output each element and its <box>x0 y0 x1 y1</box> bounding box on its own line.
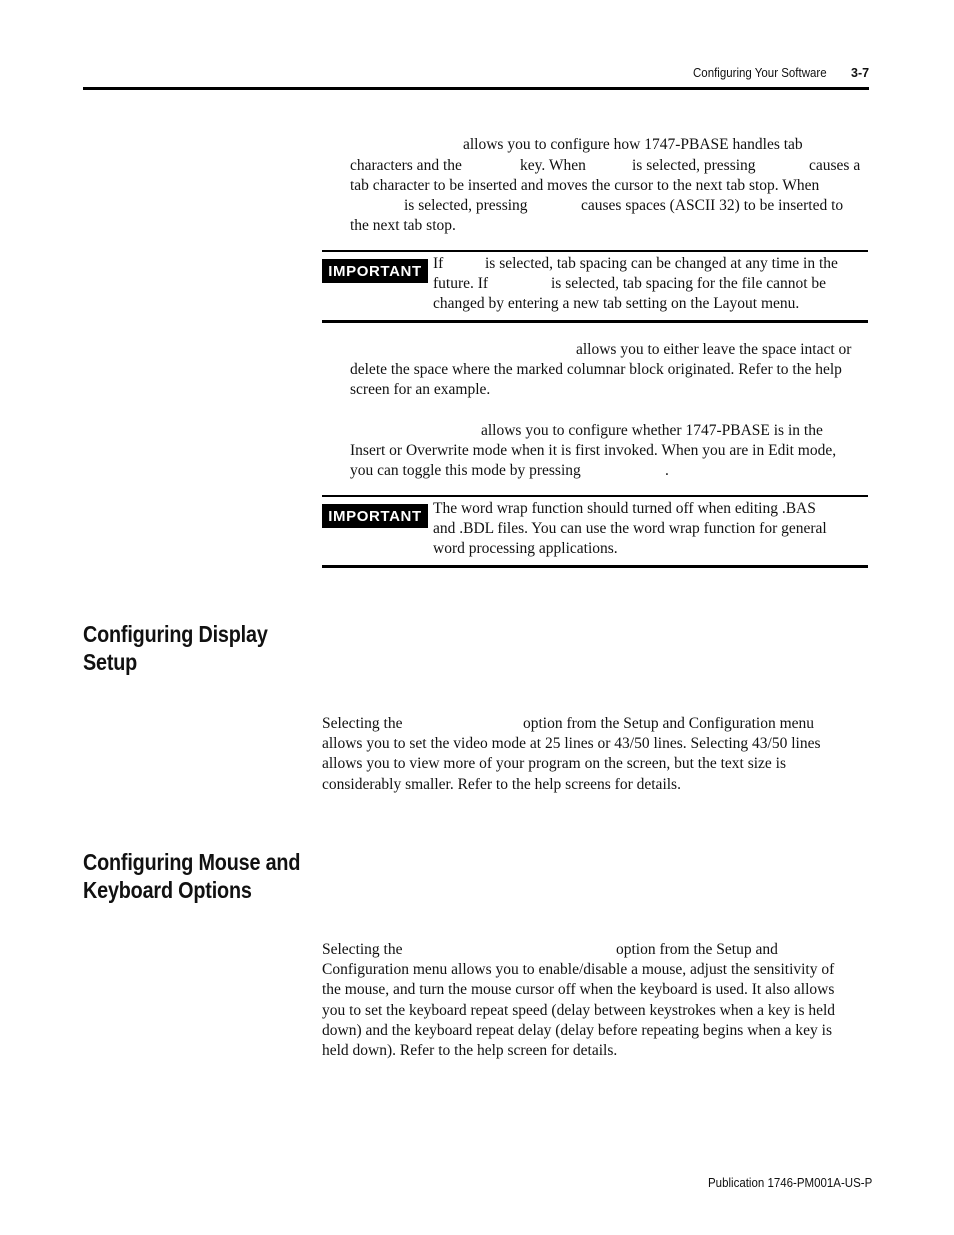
paragraph-line: the mouse, and turn the mouse cursor off when the keyboard is used. It also allows <box>322 981 835 998</box>
note-line: changed by entering a new tab setting on the Layout menu. <box>433 295 800 312</box>
important-bottom-rule <box>322 320 868 323</box>
paragraph-line: is selected, pressing <box>632 157 756 174</box>
paragraph-line: tab character to be inserted and moves the cursor to the next tab stop. When <box>350 177 820 194</box>
running-header-title: Configuring Your Software <box>693 66 827 80</box>
important-tag: IMPORTANT <box>322 504 428 528</box>
page-number: 3-7 <box>851 66 870 80</box>
important-bottom-rule <box>322 565 868 568</box>
header-rule <box>83 87 869 90</box>
paragraph-line: held down). Refer to the help screen for details. <box>322 1042 618 1059</box>
publication-footer: Publication 1746-PM001A-US-P <box>708 1176 873 1190</box>
paragraph-line: is selected, pressing <box>404 197 528 214</box>
paragraph-line: option from the Setup and Configuration menu <box>523 715 815 732</box>
paragraph-line: allows you to either leave the space intact or <box>576 341 852 358</box>
paragraph-line: Configuration menu allows you to enable/disable a mouse, adjust the sensitivity of <box>322 961 835 978</box>
note-line: is selected, tab spacing for the file cannot be <box>551 275 827 292</box>
paragraph-line: you can toggle this mode by pressing <box>350 462 581 479</box>
paragraph-line: causes spaces (ASCII 32) to be inserted to <box>581 197 844 214</box>
paragraph-line: causes a <box>809 157 861 174</box>
note-line: word processing applications. <box>433 540 618 557</box>
paragraph-line: screen for an example. <box>350 381 491 398</box>
paragraph-line: Selecting the <box>322 941 403 958</box>
paragraph-line: you to set the keyboard repeat speed (delay between keystrokes when a key is held <box>322 1002 836 1019</box>
note-line: and .BDL files. You can use the word wrap function for general <box>433 520 827 537</box>
section-heading-display: Configuring Display <box>83 621 268 647</box>
paragraph-line: . <box>665 462 669 479</box>
paragraph-line: allows you to set the video mode at 25 lines or 43/50 lines. Selecting 43/50 lines <box>322 735 821 752</box>
paragraph-line: Selecting the <box>322 715 403 732</box>
paragraph-line: allows you to view more of your program on the screen, but the text size is <box>322 755 787 772</box>
section-heading-display: Setup <box>83 649 138 675</box>
important-top-rule <box>322 495 868 497</box>
paragraph-line: allows you to configure whether 1747-PBASE is in the <box>481 422 823 439</box>
paragraph-line: Insert or Overwrite mode when it is first invoked. When you are in Edit mode, <box>350 442 837 459</box>
section-heading-mouse: Configuring Mouse and <box>83 849 301 875</box>
paragraph-line: down) and the keyboard repeat delay (delay before repeating begins when a key is <box>322 1022 833 1039</box>
paragraph-line: delete the space where the marked columnar block originated. Refer to the help <box>350 361 842 378</box>
paragraph-line: considerably smaller. Refer to the help screens for details. <box>322 776 681 793</box>
note-line: is selected, tab spacing can be changed at any time in the <box>485 255 838 272</box>
paragraph-line: key. When <box>520 157 586 174</box>
note-line: The word wrap function should turned off when editing .BAS <box>433 500 816 517</box>
paragraph-line: characters and the <box>350 157 462 174</box>
important-tag: IMPORTANT <box>322 259 428 283</box>
section-heading-mouse: Keyboard Options <box>83 877 252 903</box>
paragraph-line: option from the Setup and <box>616 941 778 958</box>
note-line: If <box>433 255 444 272</box>
paragraph-line: allows you to configure how 1747-PBASE handles tab <box>463 136 803 153</box>
note-line: future. If <box>433 275 489 292</box>
important-top-rule <box>322 250 868 252</box>
paragraph-line: the next tab stop. <box>350 217 456 234</box>
